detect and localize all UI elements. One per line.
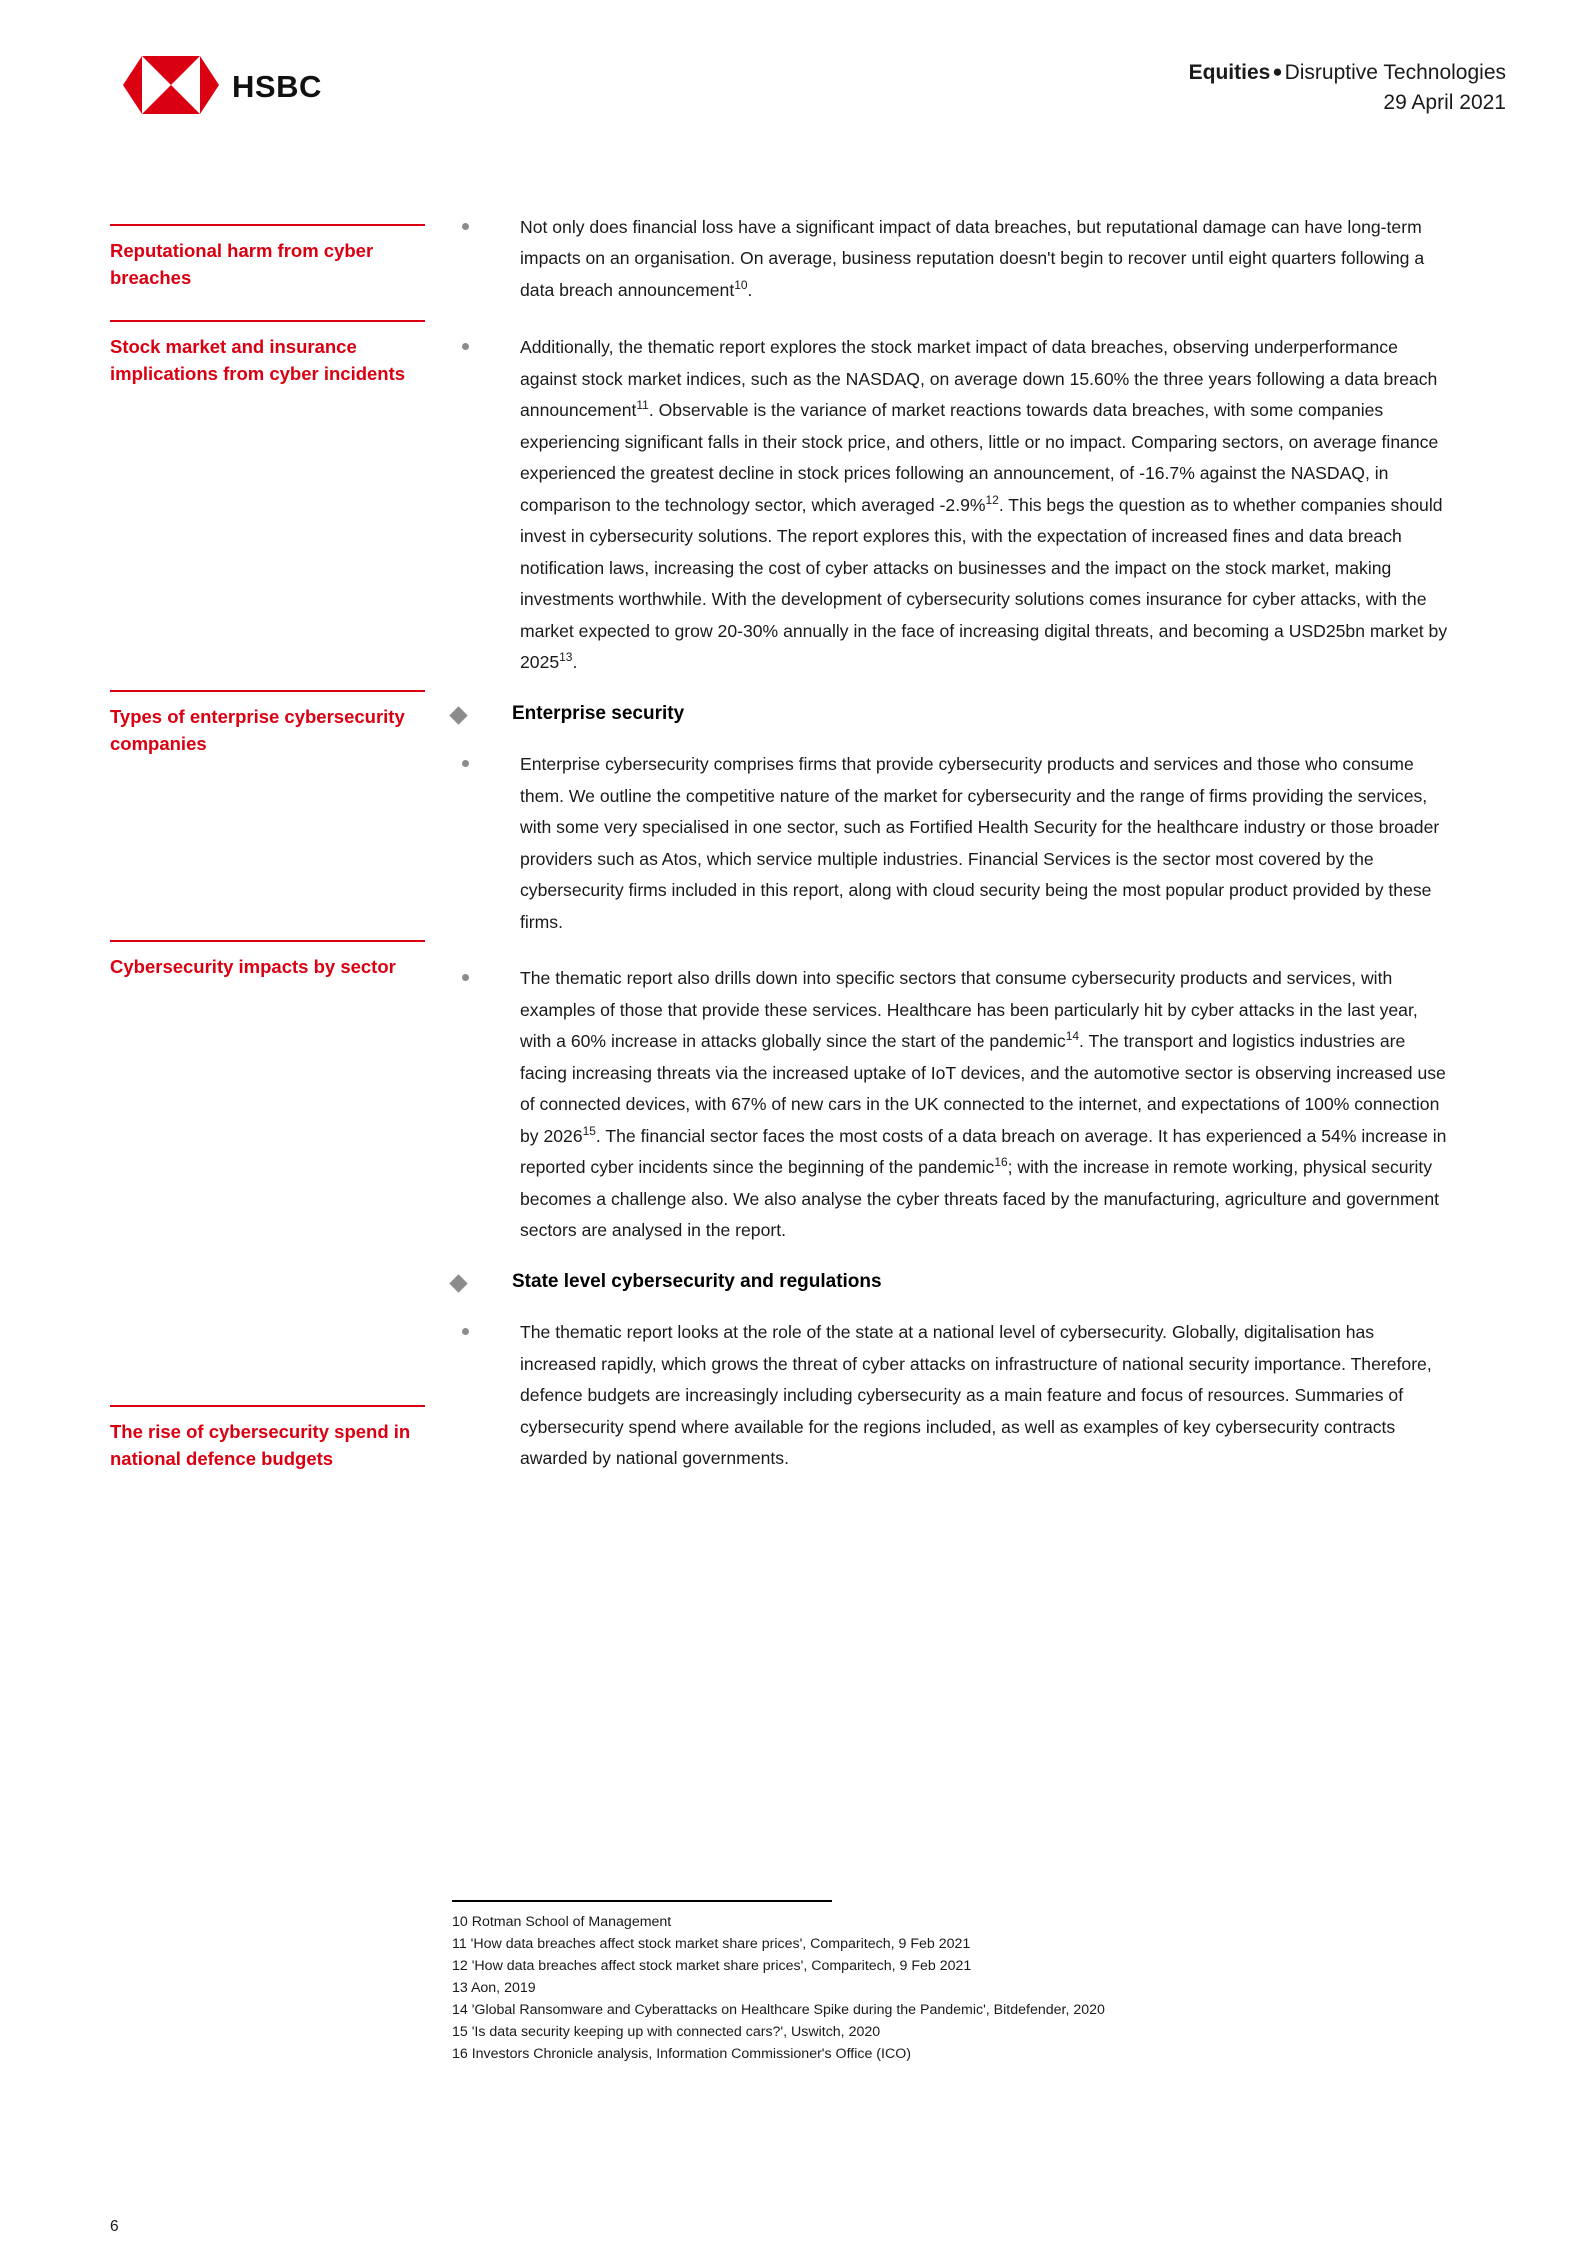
paragraph-text-3: . This begs the question as to whether companies should invest in cybersecurity solutions. The report explores this, with the expectation of increased fines and data breach notification laws, increasing the cost of cyber attacks on businesses and the impact on the stock market, making investments worthwhile. With the development of cybersecurity solutions comes insurance for cyber attacks, with the market expected to grow 20-30% annually in the face of increasing digital threats, and becoming a USD25bn market by 2025 bbox=[520, 494, 1448, 673]
header-date: 29 April 2021 bbox=[1383, 91, 1506, 115]
footnotes-block bbox=[452, 1900, 1502, 2065]
paragraph-text: The thematic report also drills down into specific sectors that consume cybersecurity products and services, with examples of those that provide these services. Healthcare has been particularly hit by cyber attacks in the last year, with a 60% increase in attacks globally since the start of the pandemic bbox=[520, 968, 1418, 1052]
footnote-ref-16[interactable]: 16 bbox=[994, 1155, 1008, 1170]
bullet-dot-icon bbox=[462, 223, 469, 230]
hsbc-logo bbox=[123, 56, 322, 114]
list-item bbox=[452, 749, 1452, 938]
main-content bbox=[452, 150, 1452, 1488]
paragraph-stock-market-impact bbox=[520, 332, 1452, 678]
paragraph-text: Not only does financial loss have a significant impact of data breaches, but reputational damage can have long-term impacts on an organisation. On average, business reputation doesn't begin to recover until eight quarters following a data breach announcement bbox=[520, 217, 1425, 300]
header-title-line bbox=[1189, 58, 1506, 88]
footnote-separator-rule bbox=[452, 1900, 832, 1902]
margin-note-impacts-by-sector: Cybersecurity impacts by sector bbox=[110, 940, 425, 981]
paragraph-text-2: . Observable is the variance of market reactions towards data breaches, with some companies experiencing significant falls in their stock price, and others, little or no impact. Comparing sectors, on average finance experienced the greatest decline in stock prices following an announcement, of -16.7% against the NASDAQ, in comparison to the technology sector, which averaged -2.9% bbox=[520, 400, 1439, 515]
paragraph-sector-impacts bbox=[520, 963, 1452, 1246]
diamond-bullet-icon bbox=[449, 706, 467, 724]
footnote-13: 13 Aon, 2019 bbox=[452, 1979, 536, 1996]
paragraph-enterprise-cybersecurity: Enterprise cybersecurity comprises firms that provide cybersecurity products and services and those who consume them. We outline the competitive nature of the market for cybersecurity and the range of firms providing the services, with some very specialised in one sector, such as Fortified Health Security for the healthcare industry or those broader providers such as Atos, which service multiple industries. Financial Services is the sector most covered by the cybersecurity firms included in this report, along with cloud security being the most popular product provided by these firms. bbox=[520, 754, 1440, 932]
page-header bbox=[0, 0, 1586, 150]
footnote-ref-15[interactable]: 15 bbox=[582, 1123, 596, 1138]
hsbc-hexagon-icon bbox=[123, 56, 219, 114]
header-separator-icon: ● bbox=[1272, 62, 1283, 81]
bullet-dot-icon bbox=[462, 974, 469, 981]
section-heading-enterprise-security bbox=[452, 701, 1452, 728]
footnote-15: 15 'Is data security keeping up with connected cars?', Uswitch, 2020 bbox=[452, 2023, 881, 2040]
section-heading-label: Enterprise security bbox=[512, 702, 685, 724]
bullet-dot-icon bbox=[462, 760, 469, 767]
footnote-ref-13[interactable]: 13 bbox=[559, 650, 573, 665]
header-meta bbox=[1189, 58, 1506, 119]
section-heading-state-level bbox=[452, 1269, 1452, 1296]
page-number: 6 bbox=[110, 2218, 119, 2235]
footnote-10: 10 Rotman School of Management bbox=[452, 1913, 672, 1930]
list-item bbox=[452, 212, 1452, 306]
page-body bbox=[0, 150, 1586, 2244]
footnote-12: 12 'How data breaches affect stock market share prices', Comparitech, 9 Feb 2021 bbox=[452, 1957, 972, 1974]
section-heading-label: State level cybersecurity and regulations bbox=[512, 1270, 882, 1292]
paragraph-text: Additionally, the thematic report explores the stock market impact of data breaches, observing underperformance against stock market indices, such as the NASDAQ, on average down 15.60% the three years following a data breach announcement bbox=[520, 337, 1438, 421]
margin-note-reputational-harm: Reputational harm from cyber breaches bbox=[110, 224, 425, 292]
header-topic: Disruptive Technologies bbox=[1284, 61, 1506, 84]
paragraph-state-level: The thematic report looks at the role of the state at a national level of cybersecurity. Globally, digitalisation has increased rapidly, which grows the threat of cyber attacks on infrastructure of national security importance. Therefore, defence budgets are increasingly including cybersecurity as a main feature and focus of resources. Summaries of cybersecurity spend where available for the regions included, as well as examples of key cybersecurity contracts awarded by national governments. bbox=[520, 1322, 1432, 1469]
margin-note-stock-market: Stock market and insurance implications from cyber incidents bbox=[110, 320, 425, 388]
footnote-11: 11 'How data breaches affect stock market share prices', Comparitech, 9 Feb 2021 bbox=[452, 1935, 971, 1952]
paragraph-reputational-harm bbox=[520, 212, 1452, 306]
footnote-16: 16 Investors Chronicle analysis, Information Commissioner's Office (ICO) bbox=[452, 2045, 911, 2062]
paragraph-text-tail: . bbox=[747, 279, 753, 300]
margin-note-enterprise-types: Types of enterprise cybersecurity companies bbox=[110, 690, 425, 758]
list-item bbox=[452, 332, 1452, 678]
footnote-ref-11[interactable]: 11 bbox=[636, 398, 649, 413]
hsbc-wordmark: HSBC bbox=[232, 68, 322, 104]
footnote-ref-12[interactable]: 12 bbox=[985, 493, 999, 508]
bullet-dot-icon bbox=[462, 1328, 469, 1335]
list-item bbox=[452, 963, 1452, 1246]
paragraph-text-2: . The transport and logistics industries are facing increasing threats via the increased uptake of IoT devices, and the automotive sector is observing increased use of connected devices, with 67% of new cars in the UK connected to the internet, and expectations of 100% connection by 2026 bbox=[520, 1031, 1446, 1146]
paragraph-text-4: . bbox=[572, 652, 578, 673]
paragraph-text-3: . The financial sector faces the most costs of a data breach on average. It has experienced a 54% increase in reported cyber incidents since the beginning of the pandemic bbox=[520, 1125, 1447, 1178]
footnote-ref-10[interactable]: 10 bbox=[734, 278, 748, 293]
list-item bbox=[452, 1317, 1452, 1474]
paragraph-text-4: ; with the increase in remote working, physical security becomes a challenge also. We also analyse the cyber threats faced by the manufacturing, agriculture and government sectors are analysed in the report. bbox=[520, 1157, 1439, 1241]
header-category: Equities bbox=[1188, 61, 1271, 84]
footnote-ref-14[interactable]: 14 bbox=[1065, 1029, 1079, 1044]
margin-note-defence-budgets: The rise of cybersecurity spend in national defence budgets bbox=[110, 1405, 425, 1473]
diamond-bullet-icon bbox=[449, 1274, 467, 1292]
footnote-14: 14 'Global Ransomware and Cyberattacks on Healthcare Spike during the Pandemic', Bitdefender, 2020 bbox=[452, 2001, 1105, 2018]
bullet-dot-icon bbox=[462, 343, 469, 350]
